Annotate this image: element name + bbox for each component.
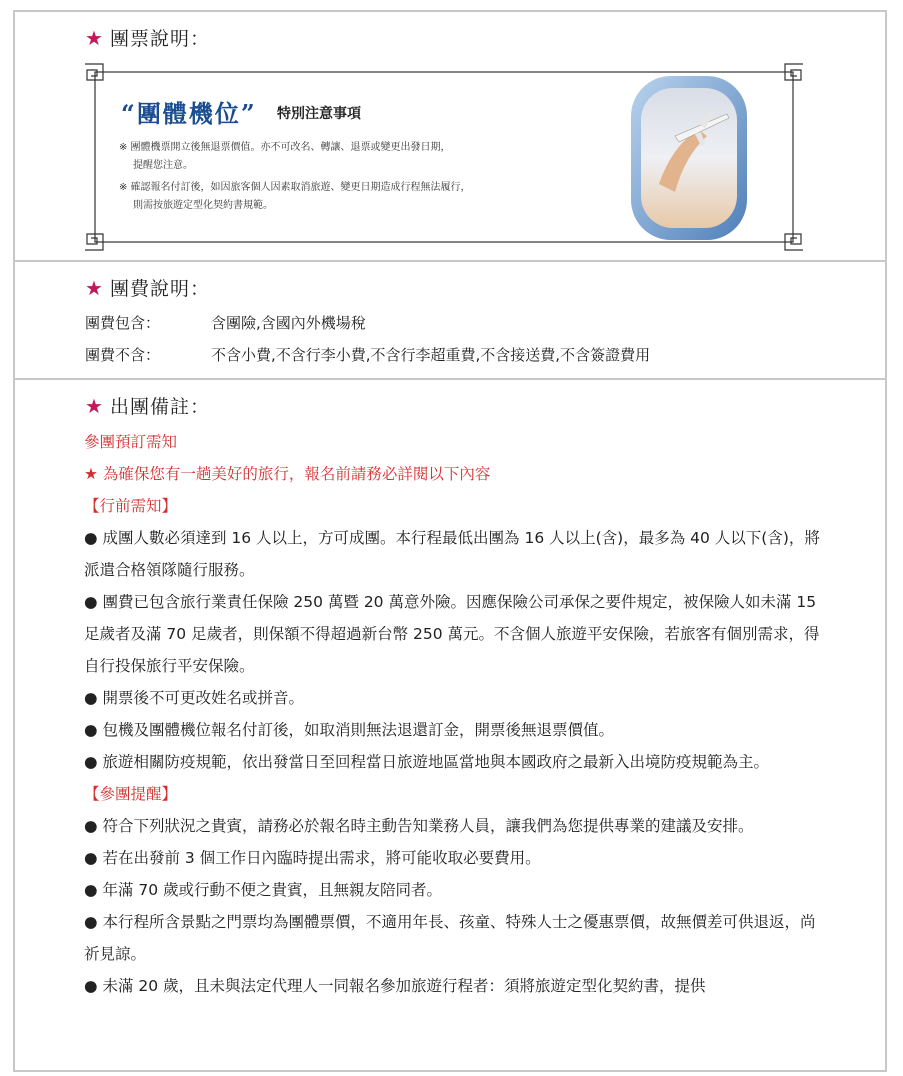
banner-note-line: ※ 團體機票開立後無退票價值。亦不可改名、轉讓、退票或變更出發日期， [119, 142, 451, 153]
banner-subtitle: 特別注意事項 [277, 106, 361, 122]
group-seat-banner [85, 62, 803, 252]
airplane-window-illustration [629, 74, 749, 242]
before-travel-title: 【行前需知】 [84, 497, 178, 515]
list-item: ● 未滿 20 歲，且未與法定代理人一同報名參加旅遊行程者：須將旅遊定型化契約書，提供 [84, 977, 706, 995]
notes-body [84, 426, 824, 1002]
fee-included-value: 含團險,含國內外機場稅 [211, 314, 366, 332]
list-item: ● 若在出發前 3 個工作日內臨時提出需求，將可能收取必要費用。 [84, 849, 541, 867]
list-item: ● 本行程所含景點之門票均為團體票價，不適用年長、孩童、特殊人士之優惠票價，故無價差可供退返，尚祈見諒。 [84, 913, 816, 963]
fee-excluded-row [85, 344, 650, 365]
star-icon: ★ [85, 276, 104, 300]
list-item: ● 團費已包含旅行業責任保險 250 萬暨 20 萬意外險。因應保險公司承保之要件規定，被保險人如未滿 15 足歲者及滿 70 足歲者，則保額不得超過新台幣 250 萬元。不含個人旅遊平安保險，若旅客有個別需求，得自行投保旅行平安保險。 [84, 593, 820, 675]
fee-included-row [85, 312, 366, 333]
list-item: ● 符合下列狀況之貴賓，請務必於報名時主動告知業務人員，讓我們為您提供專業的建議及安排。 [84, 817, 754, 835]
list-item: ● 旅遊相關防疫規範，依出發當日至回程當日旅遊地區當地與本國政府之最新入出境防疫規範為主。 [84, 753, 769, 771]
banner-note-line: 則需按旅遊定型化契約書規範。 [133, 200, 273, 211]
fees-section [13, 262, 887, 380]
fee-excluded-label: 團費不含： [85, 346, 161, 364]
banner-title: “團體機位” [121, 99, 257, 128]
notes-heading: 參團預訂需知 [84, 433, 178, 451]
fee-included-label: 團費包含： [85, 314, 161, 332]
banner-note-line: ※ 確認報名付訂後，如因旅客個人因素取消旅遊、變更日期造成行程無法履行， [119, 182, 471, 193]
notes-section [13, 380, 887, 1072]
banner-note-line: 提醒您注意。 [133, 160, 193, 171]
list-item: ● 成團人數必須達到 16 人以上，方可成團。本行程最低出團為 16 人以上(含)，最多為 40 人以下(含)，將派遣合格領隊隨行服務。 [84, 529, 820, 579]
star-icon: ★ [85, 26, 104, 50]
star-icon: ★ [85, 394, 104, 418]
ticket-section [13, 10, 887, 262]
list-item: ● 包機及團體機位報名付訂後，如取消則無法退還訂金，開票後無退票價值。 [84, 721, 614, 739]
tour-reminder-title: 【參團提醒】 [84, 785, 178, 803]
list-item: ● 開票後不可更改姓名或拼音。 [84, 689, 304, 707]
ticket-section-title: ★ 團票說明： [85, 26, 210, 50]
fees-section-title: ★ 團費說明： [85, 276, 210, 300]
fee-excluded-value: 不含小費,不含行李小費,不含行李超重費,不含接送費,不含簽證費用 [211, 346, 651, 364]
notes-intro: ★ 為確保您有一趟美好的旅行，報名前請務必詳閱以下內容 [84, 465, 491, 483]
notes-section-title: ★ 出團備註： [85, 394, 210, 418]
list-item: ● 年滿 70 歲或行動不便之貴賓，且無親友陪同者。 [84, 881, 443, 899]
